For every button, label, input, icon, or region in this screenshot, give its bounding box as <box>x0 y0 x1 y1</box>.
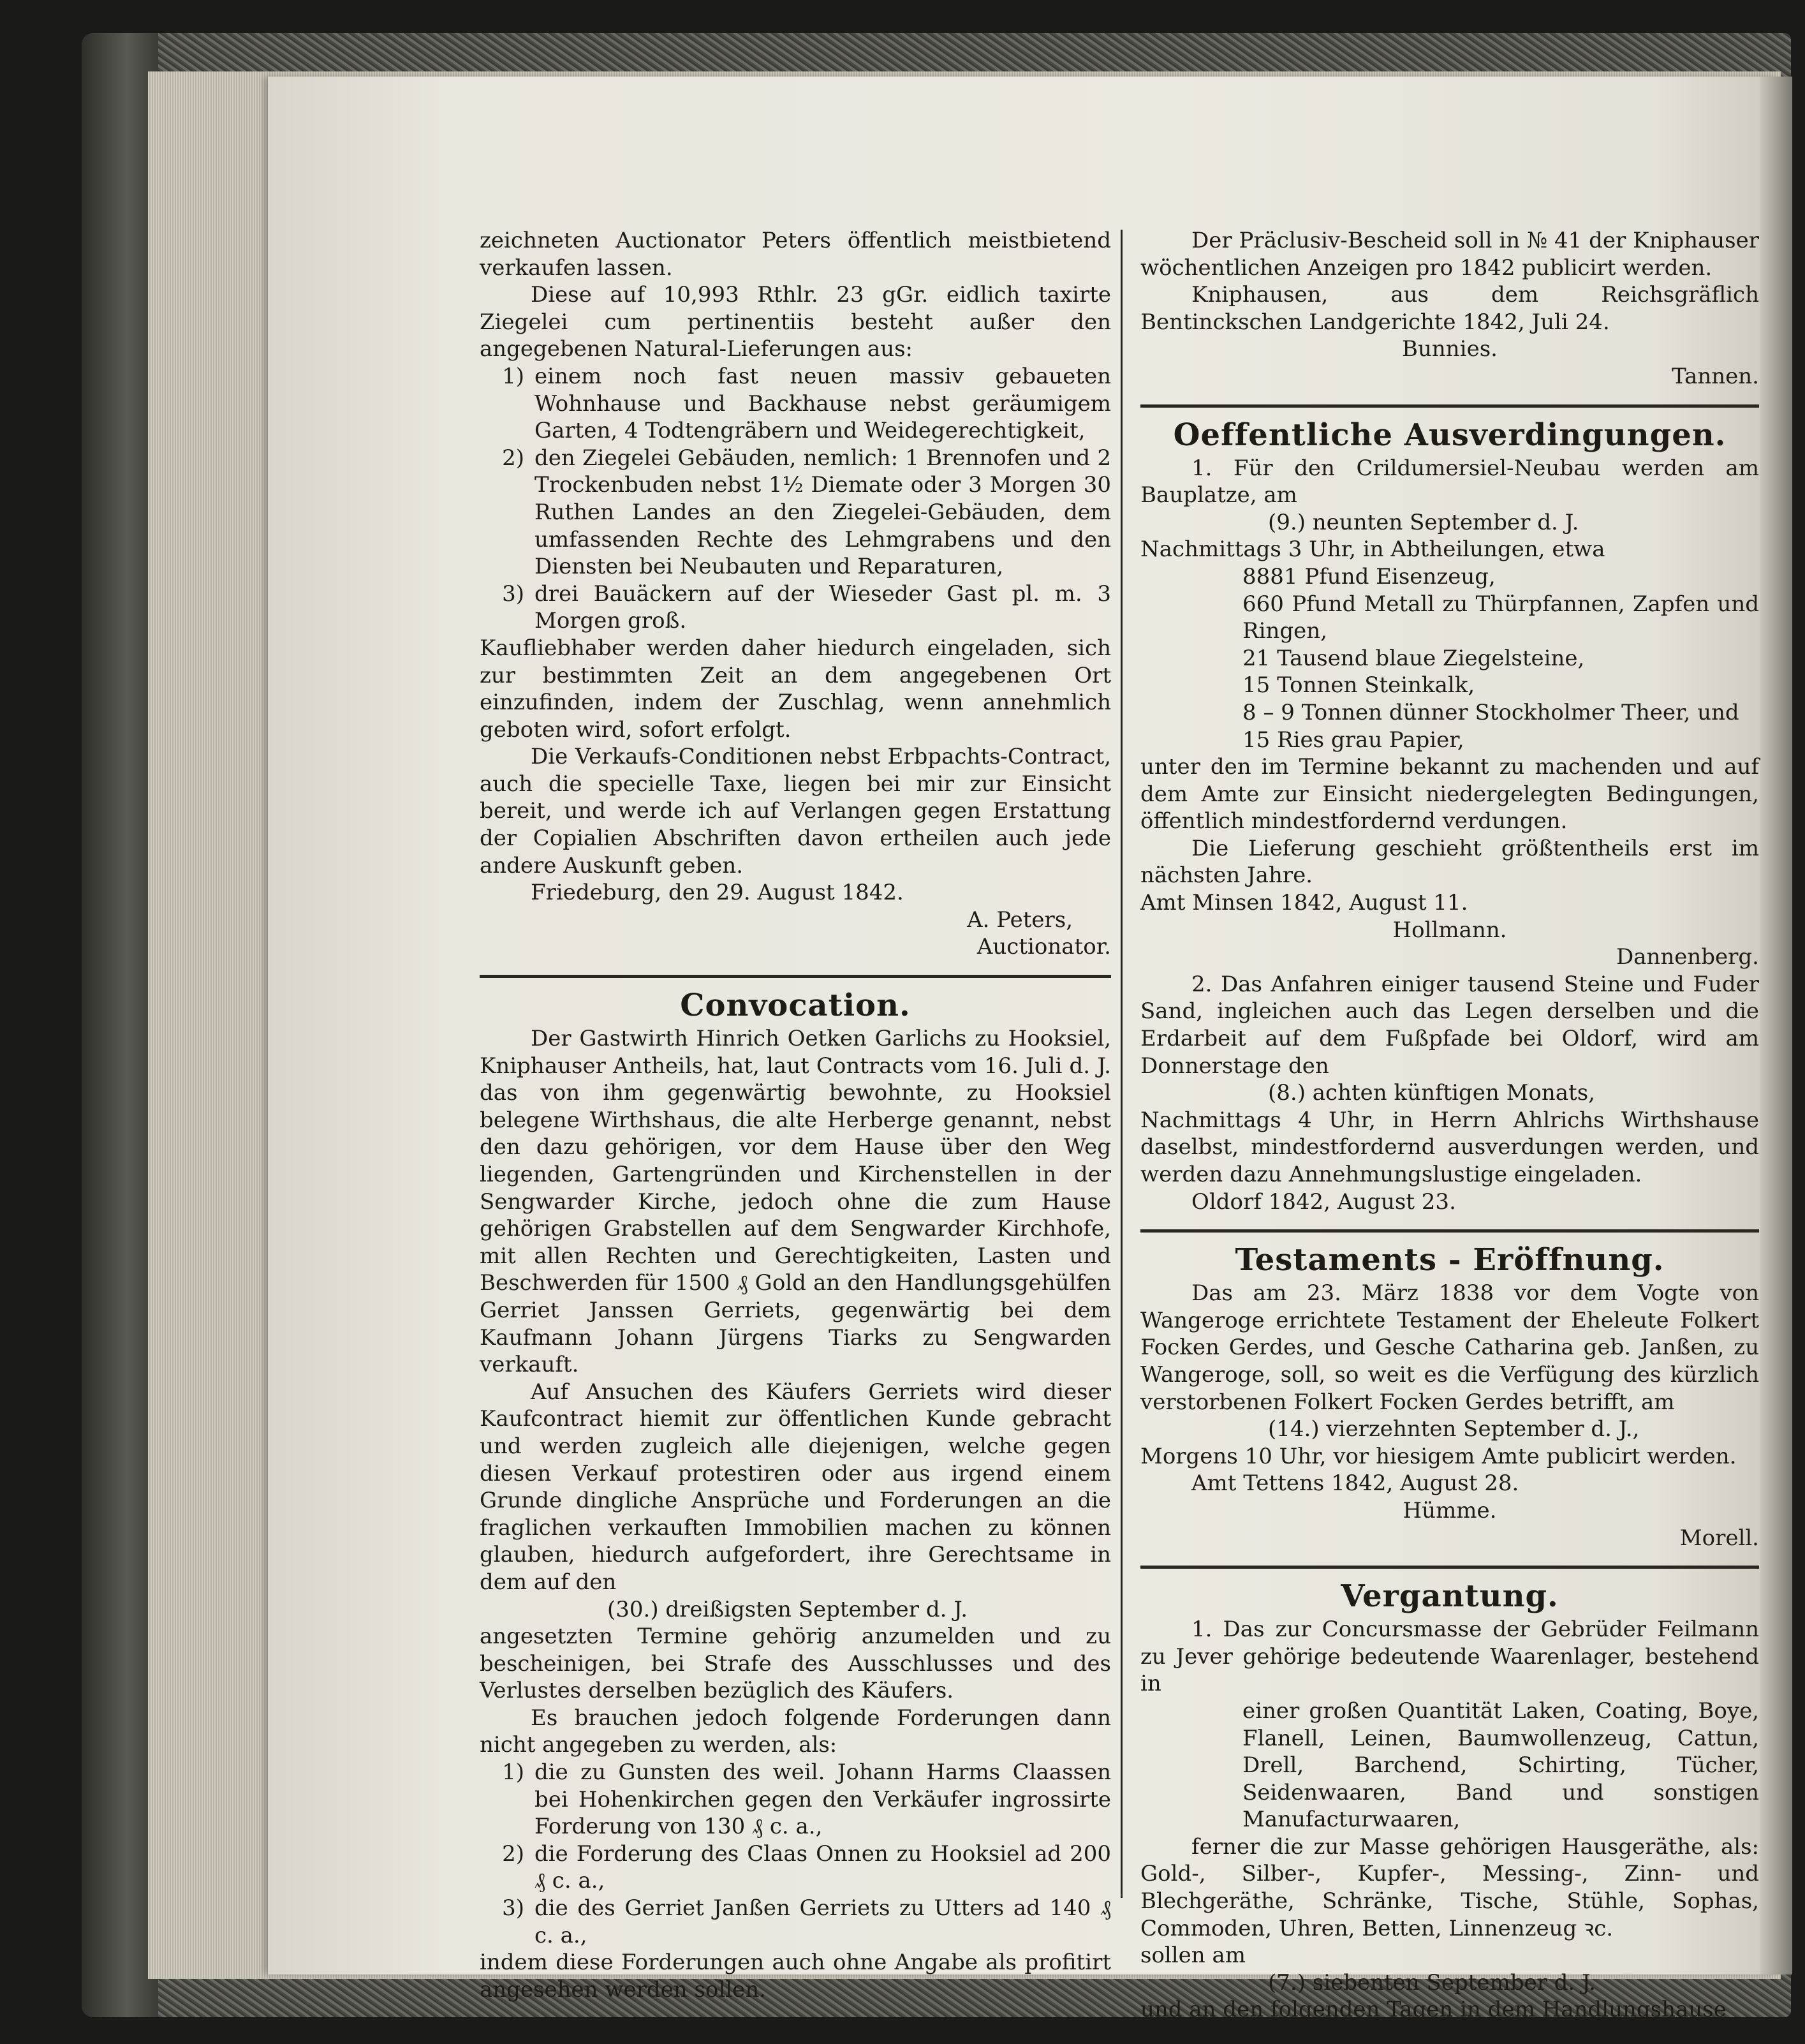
term-date: (14.) vierzehnten September d. J., <box>1268 1416 1640 1442</box>
paragraph: Kaufliebhaber werden daher hiedurch eingeladen, sich zur bestimmten Zeit an dem angegebenen Ort einzufinden, indem der Zuschlag, wenn annehmlich geboten wird, sofort erfolgt. <box>480 635 1111 743</box>
paragraph: Nachmittags 4 Uhr, in Herrn Ahlrichs Wirthshause daselbst, mindestfordernd ausverdungen werden, und werden dazu Annehmungslustige eingeladen. <box>1140 1107 1759 1187</box>
paragraph: 2. Das Anfahren einiger tausend Steine und Fuder Sand, ingleichen auch das Legen derselben und die Erdarbeit auf dem Fußpfade bei Oldorf, wird am Donnerstage den <box>1140 971 1759 1079</box>
paragraph: indem diese Forderungen auch ohne Angabe als profitirt angesehen werden sollen. <box>480 1950 1111 2003</box>
section-rule <box>480 975 1111 978</box>
section-rule <box>1140 1566 1759 1569</box>
column-divider <box>1121 230 1123 1898</box>
supply-list <box>1140 563 1759 753</box>
list-text: die Forderung des Claas Onnen zu Hooksiel ad 200 ₰ c. a., <box>534 1840 1111 1894</box>
signature: Morell. <box>1679 1525 1759 1551</box>
list-text: drei Bauäckern auf der Wieseder Gast pl. m. 3 Morgen groß. <box>534 581 1111 634</box>
list-text: einem noch fast neuen massiv gebaueten Wohnhause und Backhause nebst geräumigem Garten, 4 Todtengräbern und Weidegerechtigkeit, <box>534 363 1111 444</box>
section-rule <box>1140 1229 1759 1233</box>
list-number: 2) <box>502 1840 524 1867</box>
list-item <box>480 1895 1111 1949</box>
date-line: Friedeburg, den 29. August 1842. <box>531 880 904 906</box>
term-date: (30.) dreißigsten September d. J. <box>607 1596 968 1622</box>
paragraph: und an den folgenden Tagen in dem Handlungshause <box>1140 1997 1727 2023</box>
right-column <box>1140 227 1759 2024</box>
signature-title: Auctionator. <box>976 934 1111 960</box>
list-number: 3) <box>502 581 524 607</box>
place-date-line: Oldorf 1842, August 23. <box>1191 1189 1456 1215</box>
signature: Hümme. <box>1403 1497 1497 1523</box>
list-number: 1) <box>502 1759 524 1786</box>
paragraph: unter den im Termine bekannt zu machenden und auf dem Amte zur Einsicht niedergelegten Bedingungen, öffentlich mindestfordernd verdungen. <box>1140 754 1759 834</box>
list-text: den Ziegelei Gebäuden, nemlich: 1 Brennofen und 2 Trockenbuden nebst 1½ Diemate oder 3 Morgen 30 Ruthen Landes an den Ziegelei-Gebäuden, dem umfassenden Rechte des Lehmgrabens und den Diensten bei Neubauten und Reparaturen, <box>534 445 1111 580</box>
list-number: 3) <box>502 1895 524 1922</box>
list-text: die des Gerriet Janßen Gerriets zu Utters ad 140 ₰ c. a., <box>534 1895 1111 1948</box>
term-date: (8.) achten künftigen Monats, <box>1268 1080 1595 1106</box>
list-item <box>480 445 1111 581</box>
section-heading: Vergantung. <box>1341 1578 1559 1615</box>
place-date-line: Amt Tettens 1842, August 28. <box>1191 1470 1519 1497</box>
paragraph: Die Verkaufs-Conditionen nebst Erbpachts-Contract, auch die specielle Taxe, liegen bei mir zur Einsicht bereit, und werde ich auf Verlangen gegen Erstattung der Copialien Abschriften davon ertheilen auch jede andere Auskunft geben. <box>480 744 1111 878</box>
paragraph: Morgens 10 Uhr, vor hiesigem Amte publicirt werden. <box>1140 1443 1737 1469</box>
section-heading: Testaments - Eröffnung. <box>1235 1242 1665 1278</box>
list-number: 1) <box>502 363 524 389</box>
paragraph: zeichneten Auctionator Peters öffentlich meistbietend verkaufen lassen. <box>480 228 1111 281</box>
signature: Bunnies. <box>1402 336 1498 362</box>
list-item: 15 Tonnen Steinkalk, <box>1242 672 1475 699</box>
list-number: 2) <box>502 445 524 471</box>
paragraph: Auf Ansuchen des Käufers Gerriets wird dieser Kaufcontract hiemit zur öffentlichen Kunde gebracht und werden zugleich alle diejenigen, welche gegen diesen Verkauf protestiren oder aus irgend einem Grunde dingliche Ansprüche und Forderungen an die fraglichen verkauften Immobilien machen zu können glauben, hiedurch aufgefordert, ihre Gerechtsame in dem auf den <box>480 1379 1111 1595</box>
paragraph: sollen am <box>1140 1943 1246 1969</box>
paragraph: Das am 23. März 1838 vor dem Vogte von Wangeroge errichtete Testament der Eheleute Folkert Focken Gerdes, und Gesche Catharina geb. Janßen, zu Wangeroge, soll, so weit es die Verfügung des kürzlich verstorbenen Folkert Focken Gerdes betrifft, am <box>1140 1280 1759 1415</box>
list-item: 21 Tausend blaue Ziegelsteine, <box>1242 645 1585 671</box>
list-item: 660 Pfund Metall zu Thürpfannen, Zapfen und Ringen, <box>1242 591 1759 644</box>
goods-list: einer großen Quantität Laken, Coating, Boye, Flanell, Leinen, Baumwollenzeug, Cattun, Drell, Barchend, Schirting, Tücher, Seidenwaaren, Band und sonstigen Manufacturwaaren, <box>1242 1698 1759 1833</box>
signature: Dannenberg. <box>1616 944 1759 970</box>
paragraph: Es brauchen jedoch folgende Forderungen dann nicht angegeben zu werden, als: <box>480 1705 1111 1758</box>
paragraph: Die Lieferung geschieht größtentheils erst im nächsten Jahre. <box>1140 835 1759 889</box>
list-item: 15 Ries grau Papier, <box>1242 727 1464 753</box>
paragraph: Der Präclusiv-Bescheid soll in № 41 der Kniphauser wöchentlichen Anzeigen pro 1842 publicirt werden. <box>1140 228 1759 281</box>
place-date-line: Amt Minsen 1842, August 11. <box>1140 890 1468 916</box>
list-item <box>480 1840 1111 1895</box>
section-heading: Convocation. <box>680 988 911 1024</box>
paragraph: angesetzten Termine gehörig anzumelden und zu bescheinigen, bei Strafe des Ausschlusses und des Verlustes derselben bezüglich des Käufers. <box>480 1624 1111 1704</box>
list-item <box>480 363 1111 445</box>
section-rule <box>1140 404 1759 408</box>
term-date: (9.) neunten September d. J. <box>1268 509 1579 535</box>
list-item <box>480 581 1111 635</box>
list-item <box>480 1759 1111 1840</box>
paragraph: 1. Für den Crildumersiel-Neubau werden am Bauplatze, am <box>1140 455 1759 508</box>
place-date-line: Kniphausen, aus dem Reichsgräflich Bentinckschen Landgerichte 1842, Juli 24. <box>1140 282 1759 335</box>
goods-list: ferner die zur Masse gehörigen Hausgeräthe, als: Gold-, Silber-, Kupfer-, Messing-, Zinn- und Blechgeräthe, Schränke, Tische, Stühle, Sophas, Commoden, Uhren, Betten, Linnenzeug ꝛc. <box>1140 1833 1759 1941</box>
list-item: 8881 Pfund Eisenzeug, <box>1242 563 1496 589</box>
term-date: (7.) siebenten September d. J. <box>1268 1969 1596 1996</box>
list-text: die zu Gunsten des weil. Johann Harms Claassen bei Hohenkirchen gegen den Verkäufer ingrossirte Forderung von 130 ₰ c. a., <box>534 1759 1111 1840</box>
signature: Tannen. <box>1672 363 1759 389</box>
list-item: 8 – 9 Tonnen dünner Stockholmer Theer, und <box>1242 699 1739 725</box>
signature: Hollmann. <box>1392 917 1507 943</box>
paragraph: 1. Das zur Concursmasse der Gebrüder Feilmann zu Jever gehörige bedeutende Waarenlager, bestehend in <box>1140 1617 1759 1697</box>
book-spine <box>82 33 158 2017</box>
signature: A. Peters, <box>967 907 1073 933</box>
paragraph: Nachmittags 3 Uhr, in Abtheilungen, etwa <box>1140 537 1605 563</box>
page-gutter <box>1760 77 1792 1974</box>
paragraph: Der Gastwirth Hinrich Oetken Garlichs zu Hooksiel, Kniphauser Antheils, hat, laut Contracts vom 16. Juli d. J. das von ihm gegenwärtig bewohnte, zu Hooksiel belegene Wirthshaus, die alte Herberge genannt, nebst den dazu gehörigen, vor dem Hause über den Weg liegenden, Gartengründen und Kirchenstellen in der Sengwarder Kirche, jedoch ohne die zum Hause gehörigen Grabstellen auf dem Sengwarder Kirchhofe, mit allen Rechten und Gerechtigkeiten, Lasten und Beschwerden für 1500 ₰ Gold an den Handlungsgehülfen Gerriet Janssen Gerriets, gegenwärtig bei dem Kaufmann Johann Jürgens Tiarks zu Sengwarden verkauft. <box>480 1026 1111 1378</box>
left-column <box>480 227 1111 2003</box>
section-heading: Oeffentliche Ausverdingungen. <box>1173 417 1727 453</box>
paragraph: Diese auf 10,993 Rthlr. 23 gGr. eidlich taxirte Ziegelei cum pertinentiis besteht außer den angegebenen Natural-Lieferungen aus: <box>480 282 1111 362</box>
